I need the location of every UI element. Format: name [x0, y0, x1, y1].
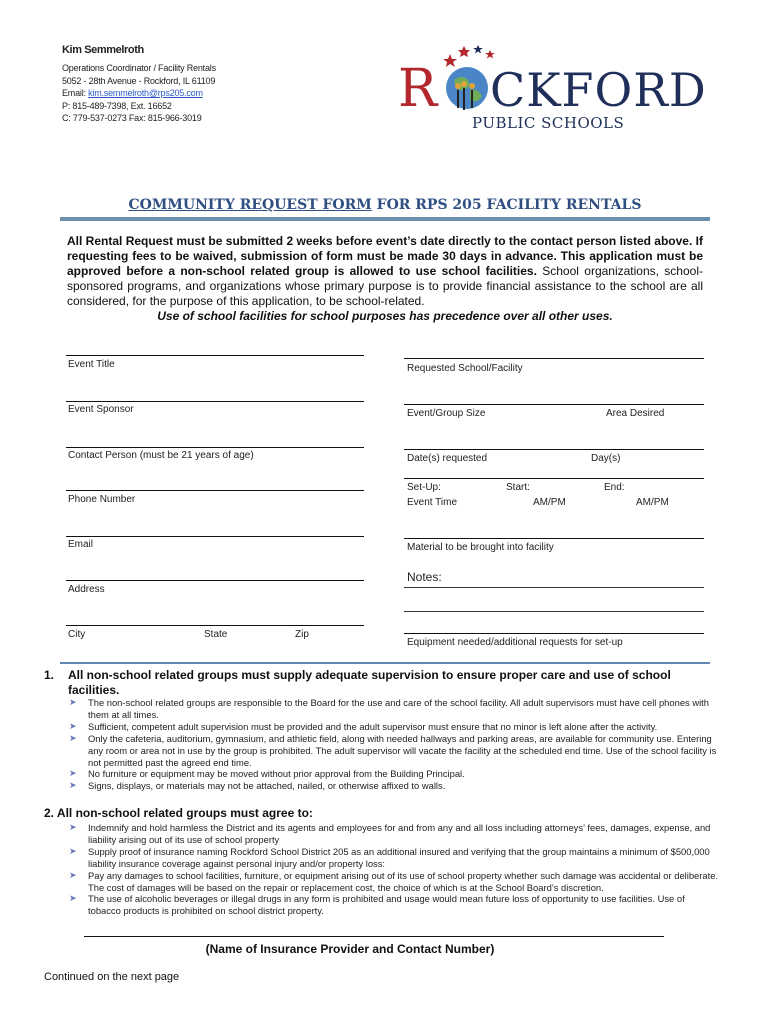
list-item	[66, 893, 720, 917]
bullet-text: The non-school related groups are responsible to the Board for the use and care of the school facility. All adult supervisors must have cell phones with them at all times.	[88, 697, 710, 720]
list-item	[66, 822, 720, 846]
continued-note: Continued on the next page	[44, 971, 180, 983]
section2-bullets	[66, 822, 720, 917]
list-item	[66, 780, 720, 792]
svg-text:CKFORD: CKFORD	[490, 63, 707, 117]
contact-person-line[interactable]	[66, 447, 364, 448]
email-line[interactable]	[66, 536, 364, 537]
section1-bullets	[66, 697, 720, 792]
list-item	[66, 733, 720, 769]
arrow-bullet-icon: ➤	[69, 697, 77, 707]
dates-label: Date(s) requested	[407, 453, 488, 464]
city-label: City	[68, 629, 86, 640]
group-size-line[interactable]	[404, 404, 704, 405]
section1-number: 1.	[44, 668, 55, 682]
contact-phone: P: 815-489-7398, Ext. 16652	[62, 100, 172, 111]
arrow-bullet-icon: ➤	[69, 768, 77, 779]
contact-cell-fax: C: 779-537-0273 Fax: 815-966-3019	[62, 113, 202, 124]
days-label: Day(s)	[591, 453, 621, 464]
bullet-text: Signs, displays, or materials may not be attached, nailed, or otherwise affixed to walls.	[88, 780, 446, 792]
contact-email-row	[62, 87, 302, 99]
arrow-bullet-icon: ➤	[69, 893, 77, 904]
form-title-underlined: COMMUNITY REQUEST FORM	[128, 197, 372, 213]
intro-normal: School organizations, school-sponsored programs, and organizations whose primary purpose is to provide financial assistance to the school are all considered, for the purpose of this application, to be school-related.	[67, 264, 703, 308]
ampm-end-label: AM/PM	[636, 497, 669, 508]
arrow-bullet-icon: ➤	[69, 822, 77, 832]
city-state-zip-line[interactable]	[66, 625, 364, 626]
address-line[interactable]	[66, 580, 364, 581]
notes-line-2[interactable]	[404, 611, 704, 612]
intro-italic: Use of school facilities for school purposes has precedence over all other uses.	[157, 309, 613, 323]
form-title	[0, 197, 770, 213]
area-desired-label: Area Desired	[606, 408, 665, 419]
section1-title: All non-school related groups must supply adequate supervision to ensure proper care and use of school facilities.	[68, 668, 671, 697]
requested-school-label: Requested School/Facility	[407, 363, 523, 374]
section-divider	[60, 662, 710, 664]
insurance-provider-label: (Name of Insurance Provider and Contact Number)	[205, 942, 495, 956]
time-line[interactable]	[404, 478, 704, 479]
bullet-text: No furniture or equipment may be moved without prior approval from the Building Principal.	[88, 768, 465, 780]
equipment-label: Equipment needed/additional requests for set-up	[407, 637, 623, 648]
equipment-line[interactable]	[404, 633, 704, 634]
contact-block	[62, 44, 302, 124]
title-divider	[60, 217, 710, 221]
contact-person-label: Contact Person (must be 21 years of age)	[68, 450, 254, 461]
arrow-bullet-icon: ➤	[69, 720, 77, 731]
start-label: Start:	[506, 482, 530, 493]
arrow-bullet-icon: ➤	[69, 732, 77, 743]
svg-text:R: R	[398, 59, 438, 119]
contact-email-label: Email:	[62, 88, 89, 99]
notes-label: Notes:	[407, 570, 442, 584]
arrow-bullet-icon: ➤	[69, 780, 77, 791]
rockford-logo-graphic	[392, 40, 712, 132]
arrow-bullet-icon: ➤	[69, 869, 77, 880]
end-label: End:	[604, 482, 625, 493]
requested-school-line[interactable]	[404, 358, 704, 359]
group-size-label: Event/Group Size	[407, 408, 486, 419]
dates-line[interactable]	[404, 449, 704, 450]
material-line[interactable]	[404, 538, 704, 539]
email-label: Email	[68, 539, 94, 550]
notes-line-1[interactable]	[404, 587, 704, 588]
contact-address: 5052 - 28th Avenue - Rockford, IL 61109	[62, 75, 216, 86]
bullet-text: Only the cafeteria, auditorium, gymnasium, and athletic field, along with needed hallways and parking areas, are available for community use. Entering any room or area not in use by the group is prohibited. The adult supervisor will vacate the facility at the scheduled end time. Use of the school facility is not permitted past the agreed end time.	[88, 732, 717, 768]
state-label: State	[204, 629, 228, 640]
event-time-label: Event Time	[407, 497, 458, 508]
event-title-label: Event Title	[68, 359, 115, 370]
list-item	[66, 768, 720, 780]
list-item	[66, 846, 720, 870]
bullet-text: Sufficient, competent adult supervision must be provided and the adult supervisor must ensure that no minor is left alone after the activity.	[88, 720, 658, 732]
list-item	[66, 870, 720, 894]
contact-name: Kim Semmelroth	[62, 44, 144, 56]
form-title-rest: FOR RPS 205 FACILITY RENTALS	[371, 197, 642, 213]
event-sponsor-label: Event Sponsor	[68, 404, 134, 415]
bullet-text: Pay any damages to school facilities, furniture, or equipment arising out of its use of school property whether such damage was accidental or deliberate. The cost of damages will be based on the repair or replacement cost, the choice of which is at the School Board’s discretion.	[88, 869, 719, 893]
address-label: Address	[68, 584, 105, 595]
list-item	[66, 697, 720, 721]
svg-text:PUBLIC SCHOOLS: PUBLIC SCHOOLS	[472, 114, 625, 132]
list-item	[66, 721, 720, 733]
material-label: Material to be brought into facility	[407, 542, 554, 553]
ampm-start-label: AM/PM	[533, 497, 566, 508]
setup-label: Set-Up:	[407, 482, 441, 493]
zip-label: Zip	[295, 629, 309, 640]
bullet-text: The use of alcoholic beverages or illegal drugs in any form is prohibited and usage would mean future loss of opportunity to use facilities. Use of tobacco products is prohibited on school district property.	[88, 893, 685, 917]
phone-label: Phone Number	[68, 494, 136, 505]
event-title-line[interactable]	[66, 355, 364, 356]
event-sponsor-line[interactable]	[66, 401, 364, 402]
contact-role: Operations Coordinator / Facility Rentals	[62, 63, 216, 74]
intro-bold: All Rental Request must be submitted 2 weeks before event’s date directly to the contact person listed above. If requesting fees to be waived, submission of form must be made 30 days in advance. This application must be approved before a non-school related group is allowed to use school facilities.	[67, 234, 703, 278]
rockford-logo	[392, 40, 712, 132]
contact-email-link[interactable]: kim.semmelroth@rps205.com	[88, 88, 203, 99]
section2-title: 2. All non-school related groups must agree to:	[44, 806, 313, 820]
insurance-provider-line[interactable]	[84, 936, 664, 937]
intro-paragraph	[67, 234, 703, 324]
bullet-text: Indemnify and hold harmless the District and its agents and employees for and from any and all loss including attorneys’ fees, damages, expense, and liability arising out of its use of school property	[88, 822, 711, 845]
bullet-text: Supply proof of insurance naming Rockford School District 205 as an additional insured and verifying that the group maintains a minimum of $500,000 liability insurance coverage against personal injury and/or property loss:	[88, 845, 710, 869]
phone-line[interactable]	[66, 490, 364, 491]
arrow-bullet-icon: ➤	[69, 845, 77, 856]
